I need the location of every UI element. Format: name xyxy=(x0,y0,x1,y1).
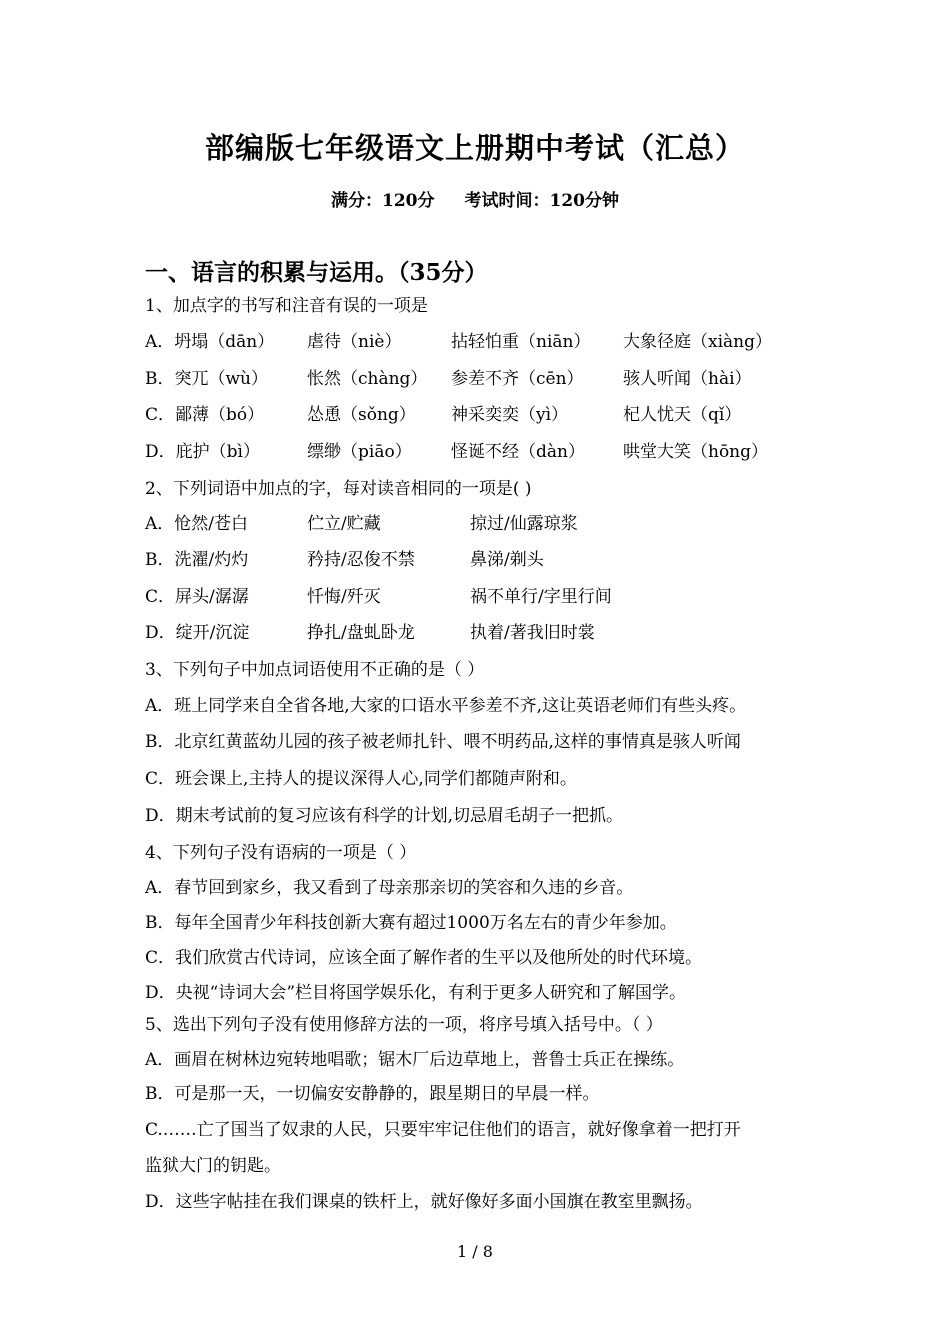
q1-c-3: 神采奕奕（yì） xyxy=(451,405,569,425)
q2-c-3: 祸不单行/字里行间 xyxy=(470,587,612,607)
q4-option-b: B．每年全国青少年科技创新大赛有超过1000万名左右的青少年参加。 xyxy=(145,913,677,933)
q1-d-3: 怪诞不经（dàn） xyxy=(451,442,585,462)
q3-option-b: B．北京红黄蓝幼儿园的孩子被老师扎针、喂不明药品,这样的事情真是骇人听闻 xyxy=(145,732,741,752)
q3-option-a: A．班上同学来自全省各地,大家的口语水平参差不齐,这让英语老师们有些头疼。 xyxy=(145,696,747,716)
q2-d-1: D．绽开/沉淀 xyxy=(145,623,250,643)
page-number: 1 / 8 xyxy=(457,1242,493,1261)
q3-option-c: C．班会课上,主持人的提议深得人心,同学们都随声附和。 xyxy=(145,769,577,789)
q2-a-2: 伫立/贮藏 xyxy=(307,514,381,534)
exam-time: 考试时间：120分钟 xyxy=(464,191,619,211)
q1-a-1: A．坍塌（dān） xyxy=(145,332,275,352)
full-score: 满分：120分 xyxy=(331,191,435,211)
q1-c-4: 杞人忧天（qǐ） xyxy=(623,405,742,425)
q1-d-2: 缥缈（piāo） xyxy=(307,442,412,462)
question-1-stem: 1、加点字的书写和注音有误的一项是 xyxy=(145,296,428,316)
q2-b-3: 鼻涕/剃头 xyxy=(470,550,544,570)
q5-option-b: B．可是那一天，一切偏安安静静的，跟星期日的早晨一样。 xyxy=(145,1084,600,1104)
q1-d-1: D．庇护（bì） xyxy=(145,442,260,462)
q1-a-2: 虐待（niè） xyxy=(307,332,402,352)
q1-d-4: 哄堂大笑（hōng） xyxy=(623,442,769,462)
q5-option-d: D．这些字帖挂在我们课桌的铁杆上，就好像好多面小国旗在教室里飘扬。 xyxy=(145,1192,703,1212)
q5-option-c-cont: 监狱大门的钥匙。 xyxy=(145,1156,281,1176)
q1-a-3: 拈轻怕重（niān） xyxy=(451,332,591,352)
q4-option-d: D．央视“诗词大会”栏目将国学娱乐化，有利于更多人研究和了解国学。 xyxy=(145,983,687,1003)
q2-c-2: 忏悔/歼灭 xyxy=(307,587,381,607)
q4-option-a: A．春节回到家乡，我又看到了母亲那亲切的笑容和久违的乡音。 xyxy=(145,878,634,898)
page-title: 部编版七年级语文上册期中考试（汇总） xyxy=(204,131,745,165)
q2-b-2: 矜持/忍俊不禁 xyxy=(307,550,415,570)
question-3-stem: 3、下列句子中加点词语使用不正确的是（ ） xyxy=(145,660,485,680)
q5-option-c: C.……亡了国当了奴隶的人民，只要牢牢记住他们的语言，就好像拿着一把打开 xyxy=(145,1120,741,1140)
q1-b-1: B．突兀（wù） xyxy=(145,369,268,389)
q2-b-1: B．洗濯/灼灼 xyxy=(145,550,249,570)
q3-option-d: D．期末考试前的复习应该有科学的计划,切忌眉毛胡子一把抓。 xyxy=(145,806,624,826)
q1-c-2: 怂恿（sǒng） xyxy=(307,405,416,425)
question-4-stem: 4、下列句子没有语病的一项是（ ） xyxy=(145,843,417,863)
q2-a-1: A．怆然/苍白 xyxy=(145,514,249,534)
q2-c-1: C．屏头/潺潺 xyxy=(145,587,249,607)
q2-a-3: 掠过/仙露琼浆 xyxy=(470,514,578,534)
question-2-stem: 2、下列词语中加点的字，每对读音相同的一项是( ) xyxy=(145,479,532,499)
q1-c-1: C．鄙薄（bó） xyxy=(145,405,265,425)
section-heading: 一、语言的积累与运用。（35分） xyxy=(145,259,488,286)
q2-d-2: 挣扎/盘虬卧龙 xyxy=(307,623,415,643)
q1-b-4: 骇人听闻（hài） xyxy=(623,369,752,389)
q4-option-c: C．我们欣赏古代诗词，应该全面了解作者的生平以及他所处的时代环境。 xyxy=(145,948,703,968)
q1-b-2: 怅然（chàng） xyxy=(307,369,428,389)
q5-option-a: A．画眉在树林边宛转地唱歌；锯木厂后边草地上，普鲁士兵正在操练。 xyxy=(145,1050,685,1070)
question-5-stem: 5、选出下列句子没有使用修辞方法的一项，将序号填入括号中。（ ） xyxy=(145,1015,663,1035)
q2-d-3: 执着/著我旧时裳 xyxy=(470,623,595,643)
exam-info xyxy=(0,186,950,211)
q1-a-4: 大象径庭（xiàng） xyxy=(623,332,772,352)
q1-b-3: 参差不齐（cēn） xyxy=(451,369,584,389)
